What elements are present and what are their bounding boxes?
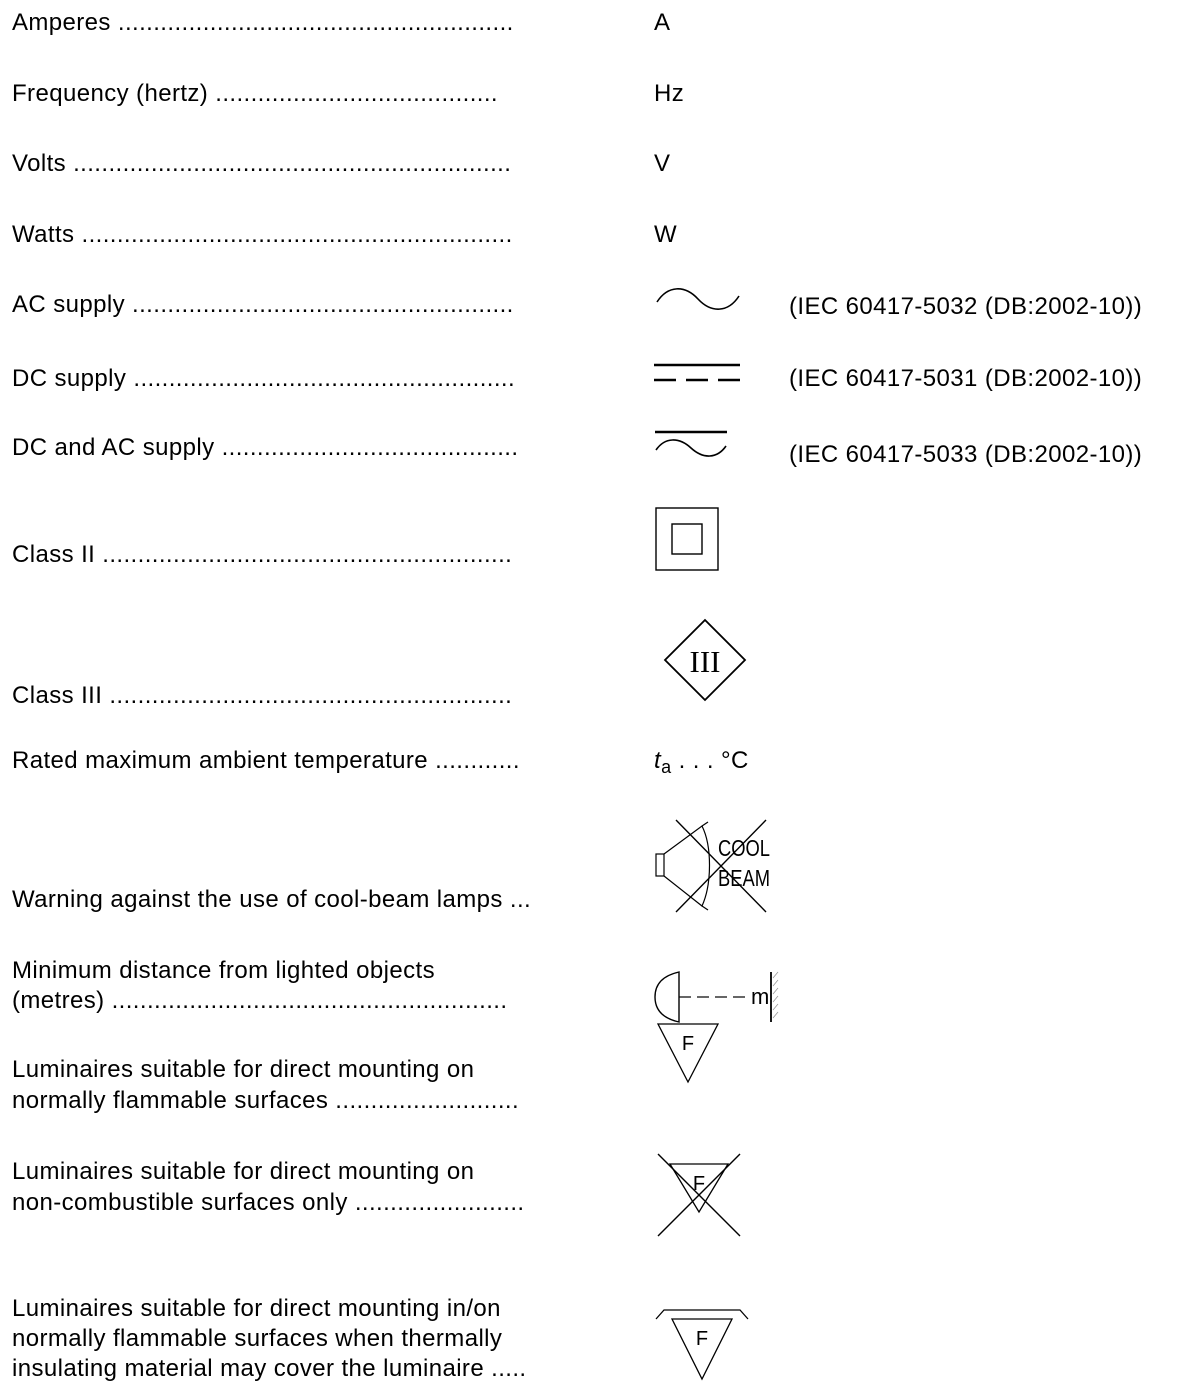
ac-supply-icon <box>656 286 740 314</box>
label-non-combustible-line-2: non-combustible surfaces only ........................ <box>12 1189 525 1216</box>
label-dc-ac-supply: DC and AC supply .......................................... <box>12 434 519 461</box>
symbol-ambient-temperature <box>654 746 749 777</box>
label-amperes: Amperes ........................................................ <box>12 9 514 36</box>
label-flammable-line-2: normally flammable surfaces .......................... <box>12 1087 520 1114</box>
flammable-icon-text: F <box>681 1033 695 1055</box>
label-non-combustible-line-1: Luminaires suitable for direct mounting on <box>12 1158 475 1185</box>
label-volts: Volts .............................................................. <box>12 150 512 177</box>
dc-ac-supply-icon <box>655 428 727 464</box>
label-ambient-temperature: Rated maximum ambient temperature ............ <box>12 747 520 774</box>
minimum-distance-icon <box>653 970 783 1024</box>
label-ac-supply: AC supply ...................................................... <box>12 291 514 318</box>
label-insulation-line-1: Luminaires suitable for direct mounting in/on <box>12 1295 501 1322</box>
label-class-ii: Class II .......................................................... <box>12 541 513 568</box>
flammable-surface-icon <box>656 1022 720 1084</box>
label-flammable-line-1: Luminaires suitable for direct mounting on <box>12 1056 475 1083</box>
symbol-watts: W <box>654 221 678 248</box>
symbol-amperes: A <box>654 9 671 36</box>
symbol-subscript: a <box>661 757 672 777</box>
reference-dc-ac-supply: (IEC 60417-5033 (DB:2002-10)) <box>789 441 1143 468</box>
label-dc-supply: DC supply ...................................................... <box>12 365 516 392</box>
cool-beam-warning-icon <box>654 818 776 914</box>
thermal-insulation-icon <box>654 1307 750 1383</box>
label-frequency: Frequency (hertz) ........................................ <box>12 80 498 107</box>
dc-supply-icon <box>654 362 740 384</box>
class-iii-icon <box>663 618 747 702</box>
label-watts: Watts ............................................................. <box>12 221 513 248</box>
class-ii-icon <box>655 507 719 571</box>
class-iii-icon-text: III <box>689 644 721 679</box>
label-class-iii: Class III ......................................................... <box>12 682 513 709</box>
symbol-variable: t <box>654 747 662 774</box>
non-combustible-icon-text: F <box>692 1173 706 1195</box>
label-minimum-distance-line-1: Minimum distance from lighted objects <box>12 957 435 984</box>
label-insulation-line-2: normally flammable surfaces when thermally <box>12 1325 503 1352</box>
reference-dc-supply: (IEC 60417-5031 (DB:2002-10)) <box>789 365 1143 392</box>
minimum-distance-icon-text: m <box>751 984 770 1009</box>
cool-beam-icon-text-cool: COOL <box>718 835 771 861</box>
non-combustible-surface-icon <box>654 1150 744 1240</box>
symbol-frequency: Hz <box>654 80 685 107</box>
thermal-insulation-icon-text: F <box>695 1328 709 1350</box>
label-cool-beam-warning: Warning against the use of cool-beam lamps ... <box>12 886 532 913</box>
symbol-suffix: . . . °C <box>671 747 749 774</box>
label-minimum-distance-line-2: (metres) ........................................................ <box>12 987 508 1014</box>
label-insulation-line-3: insulating material may cover the luminaire ..... <box>12 1355 527 1382</box>
symbol-volts: V <box>654 150 671 177</box>
reference-ac-supply: (IEC 60417-5032 (DB:2002-10)) <box>789 293 1143 320</box>
cool-beam-icon-text-beam: BEAM <box>718 865 770 891</box>
